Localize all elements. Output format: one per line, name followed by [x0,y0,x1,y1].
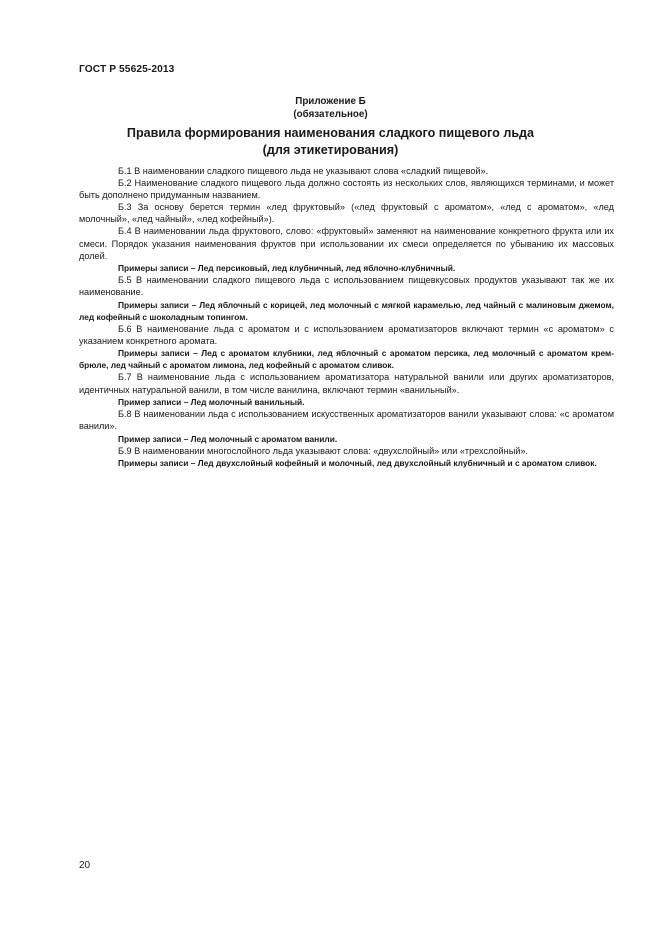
paragraph-b4: Б.4 В наименовании льда фруктового, слово: «фруктовый» заменяют на наименование конкретного фрукта или их смеси. Порядок указания наименования фруктов при использовании их смеси определяется по убыванию их массовых долей. [79,226,614,261]
paragraph-b6: Б.6 В наименование льда с ароматом и с использованием ароматизаторов включают термин «с ароматом» с указанием конкретного аромата. [79,323,614,346]
paragraph-b7: Б.7 В наименование льда с использованием ароматизатора натуральной ванили или других ароматизаторов, идентичных натуральной ванили, в том числе ванилина, включают термин «ванильный». [79,372,614,395]
document-body [79,165,614,469]
example-b8: Пример записи – Лед молочный с ароматом ванили. [118,433,338,444]
example-b6: Примеры записи – Лед с ароматом клубники, лед яблочный с ароматом персика, лед молочный с ароматом крем-брюле, лед чайный с ароматом лимона, лед кофейный с ароматом сливок. [79,348,614,371]
paragraph-b9: Б.9 В наименовании многослойного льда указывают слова: «двухслойный» или «трехслойный». [118,445,528,456]
document-header: ГОСТ Р 55625-2013 [79,64,175,75]
example-b7: Пример записи – Лед молочный ванильный. [118,396,305,407]
example-b4: Примеры записи – Лед персиковый, лед клубничный, лед яблочно-клубничный. [118,263,456,274]
section-title: Правила формирования наименования сладкого пищевого льда [126,126,535,140]
appendix-status: (обязательное) [293,108,368,120]
paragraph-b5: Б.5 В наименовании сладкого пищевого льда с использованием пищевкусовых продуктов указывают так же их наименование. [79,275,614,298]
paragraph-b1: Б.1 В наименовании сладкого пищевого льда не указывают слова «сладкий пищевой». [118,166,489,176]
page-number: 20 [79,860,91,871]
section-subtitle: (для этикетирования) [262,143,399,157]
paragraph-b8: Б.8 В наименовании льда с использованием искусственных ароматизаторов ванили указывают слова: «с ароматом ванили». [79,409,614,432]
appendix-label: Приложение Б [295,96,366,107]
paragraph-b3: Б.3 За основу берется термин «лед фруктовый» («лед фруктовый с ароматом», «лед с ароматом», «лед молочный», «лед чайный», «лед кофейный»). [79,202,614,225]
example-b5: Примеры записи – Лед яблочный с корицей, лед молочный с мягкой карамелью, лед чайный с малиновым джемом, лед кофейный с шоколадным топингом. [79,299,614,322]
example-b9: Примеры записи – Лед двухслойный кофейный и молочный, лед двухслойный клубничный и с ароматом сливок. [118,458,597,469]
paragraph-b2: Б.2 Наименование сладкого пищевого льда должно состоять из нескольких слов, являющихся терминами, и может быть дополнено придуманным названием. [79,178,614,201]
